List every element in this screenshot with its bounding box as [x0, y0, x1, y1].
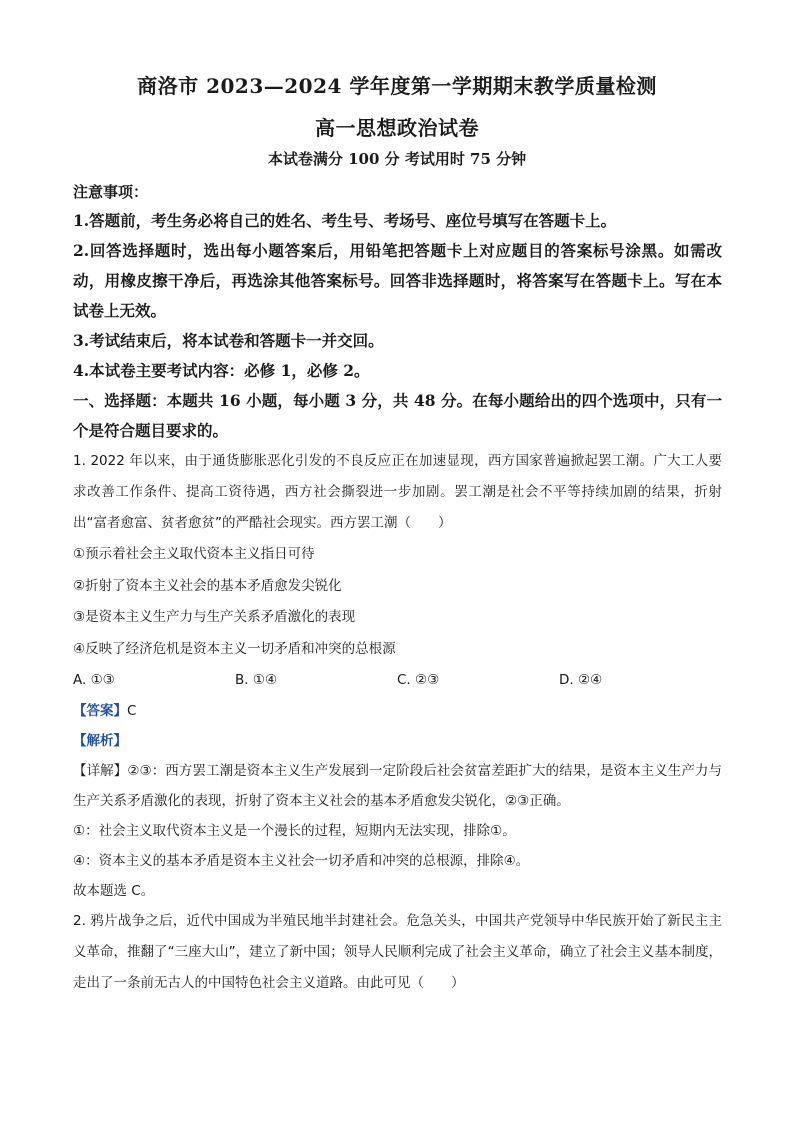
- choice-a: A. ①③: [73, 672, 115, 688]
- exam-subject-title: 高一思想政治试卷: [315, 116, 479, 140]
- answer-line: [73, 696, 722, 726]
- question-stem: 2. 鸦片战争之后，近代中国成为半殖民地半封建社会。危急关头，中国共产党领导中华民族开始了新民主主义革命，推翻了“三座大山”，建立了新中国；领导人民顺利完成了社会主义革命，确立了社会主义基本制度，走出了一条前无古人的中国特色社会主义道路。由此可见（ ）: [73, 913, 722, 991]
- detail-line: ④：资本主义的基本矛盾是资本主义社会一切矛盾和冲突的总根源，排除④。: [73, 853, 530, 869]
- statement-item: ④反映了经济危机是资本主义一切矛盾和冲突的总根源: [73, 640, 396, 657]
- statement-item: ③是资本主义生产力与生产关系矛盾激化的表现: [73, 609, 356, 625]
- analysis-tag: 【解析】: [73, 733, 127, 749]
- notice-item: 2.回答选择题时，选出每小题答案后，用铅笔把答题卡上对应题目的答案标号涂黑。如需改动，用橡皮擦干净后，再选涂其他答案标号。回答非选择题时，将答案写在答题卡上。写在本试卷上无效。: [73, 241, 722, 320]
- detail-text: ②③：西方罢工潮是资本主义生产发展到一定阶段后社会贫富差距扩大的结果，是资本主义生产力与生产关系矛盾激化的表现，折射了资本主义社会的基本矛盾愈发尖锐化，②③正确。: [73, 763, 722, 809]
- exam-time-info: 本试卷满分 100 分 考试用时 75 分钟: [267, 150, 527, 168]
- detail-line: 故本题选 C。: [73, 883, 155, 899]
- choice-c: C. ②③: [397, 672, 440, 688]
- notice-heading: 注意事项：: [73, 183, 149, 201]
- question-2: [73, 906, 722, 999]
- analysis-line: [73, 726, 722, 756]
- statement-item: ②折射了资本主义社会的基本矛盾愈发尖锐化: [73, 577, 342, 594]
- question-stem: 1. 2022 年以来，由于通货膨胀恶化引发的不良反应正在加速显现，西方国家普遍掀起罢工潮。广大工人要求改善工作条件、提高工资待遇，西方社会撕裂进一步加剧。罢工潮是社会不平等持续加剧的结果，折射出“富者愈富、贫者愈贫”的严酷社会现实。西方罢工潮（ ）: [73, 453, 722, 531]
- detail-paragraph: [73, 756, 722, 816]
- section-heading: 一、选择题：本题共 16 小题，每小题 3 分，共 48 分。在每小题给出的四个选项中，只有一个是符合题目要求的。: [73, 391, 722, 440]
- answer-value: C: [127, 703, 137, 719]
- notice-item: 3.考试结束后，将本试卷和答题卡一并交回。: [73, 331, 384, 350]
- choice-b: B. ①④: [235, 672, 278, 688]
- notice-item: 4.本试卷主要考试内容：必修 1，必修 2。: [73, 361, 370, 380]
- notice-item: 1.答题前，考生务必将自己的姓名、考生号、考场号、座位号填写在答题卡上。: [73, 211, 617, 230]
- exam-title: 商洛市 2023—2024 学年度第一学期期末教学质量检测: [137, 74, 657, 98]
- answer-choices: [73, 665, 722, 696]
- choice-d: D. ②④: [559, 672, 603, 688]
- answer-tag: 【答案】: [73, 703, 127, 719]
- detail-line: ①：社会主义取代资本主义是一个漫长的过程，短期内无法实现，排除①。: [73, 823, 516, 839]
- detail-tag: 【详解】: [73, 763, 128, 779]
- statement-item: ①预示着社会主义取代资本主义指日可待: [73, 546, 315, 562]
- exam-content: [73, 178, 722, 999]
- question-1: [73, 446, 722, 906]
